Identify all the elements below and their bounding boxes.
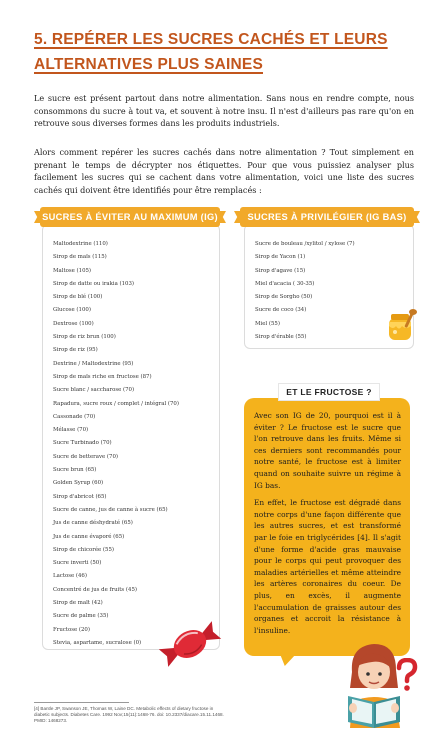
sugar-item: Fructose (20) (53, 626, 90, 633)
prefer-sugars-heading: SUCRES À PRIVILÉGIER (IG BAS) (240, 207, 414, 227)
sugar-item: Rapadura, sucre roux / complet / intégral (70) (53, 400, 179, 407)
sugar-item: Sucre brun (65) (53, 467, 97, 474)
question-mark-icon (396, 658, 418, 692)
fructose-paragraph-1: Avec son IG de 20, pourquoi est il à éviter ? Le fructose est le sucre que l'on retrouve dans les fruits. Même si ces derniers sont recommandés pour notre santé, le fructose est à limiter quand on souhaite suivre un régime à IG bas. (254, 411, 401, 490)
intro-paragraph-2: Alors comment repérer les sucres cachés dans notre alimentation ? Tout simplement en prenant le temps de décrypter nos étiquettes. Pour que vous puissiez analyser plus facilement les sucres qui se cachent dans votre alimentation, voici une liste des sucres cachés qui doivent être identifiés pour être remplacés : (34, 147, 414, 195)
sugar-item: Golden Syrup (60) (53, 480, 104, 487)
avoid-sugars-list (53, 238, 179, 650)
sugar-item: Glucose (100) (53, 307, 91, 314)
sugar-item: Sirop de blé (100) (53, 294, 103, 301)
sugar-item: Sirop d'abricot (65) (53, 493, 107, 500)
sugar-item: Sirop de datte ou irakia (103) (53, 280, 135, 287)
avoid-sugars-box (42, 224, 220, 650)
sugar-item: Sirop d'érable (55) (255, 334, 307, 341)
sugar-item: Dextrose (100) (53, 320, 94, 327)
sugar-item: Concentré de jus de fruits (45) (53, 586, 137, 593)
intro-paragraph-1: Le sucre est présent partout dans notre alimentation. Sans nous en rendre compte, nous consommons du sucre à tout va, et souvent à notre insu. Il n'est d'ailleurs pas rare qu'on en retrouve sous diverses formes dans les produits industriels. (34, 93, 414, 129)
sugar-item: Sirop d'agave (15) (255, 267, 306, 274)
sugar-item: Sucre Turbinado (70) (53, 440, 112, 447)
sugar-item: Sirop de riz (95) (53, 347, 98, 354)
sugar-item: Sucre de canne, jus de canne à sucre (65) (53, 506, 168, 513)
fructose-heading: ET LE FRUCTOSE ? (278, 383, 380, 401)
sugar-item: Stevia, aspartame, sucralose (0) (53, 639, 142, 646)
avoid-sugars-heading: SUCRES À ÉVITER AU MAXIMUM (IG) (40, 207, 220, 227)
sugar-item: Sirop de maïs riche en fructose (87) (53, 373, 152, 380)
sugar-item: Miel (55) (255, 320, 280, 327)
sugar-item: Jus de canne déshydraté (65) (53, 520, 133, 527)
sugar-item: Dextrine / Maltodextrine (95) (53, 360, 134, 367)
sugar-item: Sirop de Yacon (1) (255, 254, 306, 261)
honey-jar-icon (384, 308, 418, 344)
sugar-item: Sirop de maïs (115) (53, 254, 107, 261)
page-title (34, 27, 414, 77)
page-title-line2: ALTERNATIVES PLUS SAINES (34, 56, 263, 73)
sugar-item: Miel d'acacia ( 30-35) (255, 280, 315, 287)
sugar-item: Sirop de malt (42) (53, 600, 103, 607)
sugar-item: Sucre blanc / saccharose (70) (53, 387, 135, 394)
page-title-line1: 5. REPÉRER LES SUCRES CACHÉS ET LEURS (34, 31, 388, 48)
sugar-item: Sirop de Sorgho (50) (255, 294, 313, 301)
footnote: [4] Bantle JP, Swanson JE, Thomas W, Laine DC. Metabolic effects of dietary fructose in diabetic subjects. Diabetes Care. 1992 Nov;15(11):1468-76. doi: 10.2337/diacare.15.11.1468. PMID: 1468273. (34, 706, 224, 724)
footnote-divider (34, 702, 129, 703)
sugar-item: Mélasse (70) (53, 427, 89, 434)
fructose-callout (244, 398, 410, 656)
sugar-item: Sucre inverti (50) (53, 560, 102, 567)
sugar-item: Jus de canne évaporé (65) (53, 533, 125, 540)
sugar-item: Maltodextrine (110) (53, 241, 108, 247)
sugar-item: Sucre de coco (34) (255, 307, 307, 314)
sugar-item: Sucre de betterave (70) (53, 453, 118, 460)
sugar-item: Lactose (46) (53, 573, 87, 580)
sugar-item: Maltose (105) (53, 267, 92, 274)
sugar-item: Cassonade (70) (53, 413, 96, 420)
sugar-item: Sucre de palme (35) (53, 613, 109, 620)
fructose-paragraph-2: En effet, le fructose est dégradé dans notre corps d'une façon différente que les autres sucres, et est transformé par le foie en triglycérides [4]. Il s'agit d'une forme d'acide gras mauvaise pour le corps qui peut provoquer des maladies artérielles et même atteindre les artères coronaires du coeur. De plus, en excès, il augmente l'accumulation de graisses autour des organes et accroit la résistance à l'insuline. (254, 498, 401, 635)
sugar-item: Sirop de riz brun (100) (53, 334, 116, 341)
sugar-item: Sirop de chicorée (55) (53, 546, 114, 553)
candy-icon (158, 616, 222, 672)
prefer-sugars-list (255, 238, 355, 344)
sugar-item: Sucre de bouleau /xylitol / xylose (7) (255, 241, 355, 247)
